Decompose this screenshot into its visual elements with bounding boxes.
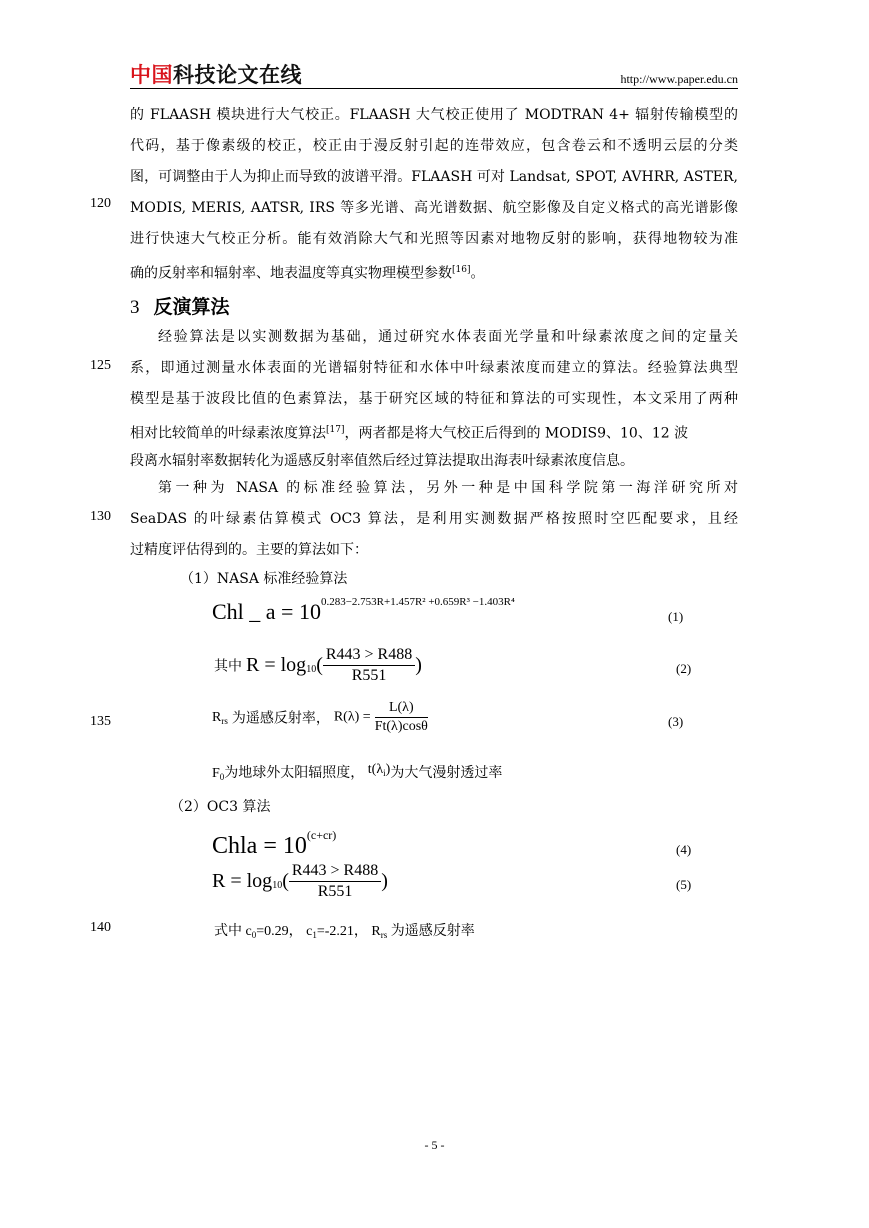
algorithm-1-title: （1）NASA 标准经验算法 (180, 571, 348, 587)
paragraph-algorithms (130, 473, 738, 566)
coefficient-line: 式中 $c_0=0.29$， $c_1=-2.21$， $R_{rs}$ 为遥感反射率 (214, 924, 475, 940)
equation-4 (212, 828, 336, 860)
equation-5: $R = \log_{10}$( $\frac{R443 > R488}{R551}$ ) (212, 862, 388, 900)
eq4-exponent: (c+cr) (306, 828, 337, 842)
text-line: 经验算法是以实测数据为基础，通过研究水体表面光学量和叶绿素浓度之间的定量关 (158, 329, 738, 345)
line-number-120: 120 (90, 196, 111, 211)
equation-3-number: (3) (668, 714, 684, 729)
text-line: 相对比较简单的叶绿素浓度算法[17]，两者都是将大气校正后得到的 MODIS9、10、12 波 (130, 425, 689, 442)
eq3-numerator: L(λ) (375, 700, 428, 718)
eq2-denominator: R551 (351, 667, 387, 684)
line-number-140: 140 (90, 920, 111, 935)
citation-16[interactable]: [16] (452, 265, 471, 275)
text-line: SeaDAS 的叶绿素估算模式 OC3 算法，是利用实测数据严格按照时空匹配要求，且经 (130, 511, 738, 527)
eq1-exponent: 0.283−2.753R+1.457R² +0.659R³ −1.403R⁴ (320, 596, 515, 608)
logo-part1: 中国 (130, 63, 173, 87)
text-line: 第一种为 NASA 的标准经验算法，另外一种是中国科学院第一海洋研究所对 (158, 480, 738, 496)
text-line: 代码，基于像素级的校正，校正由于漫反射引起的连带效应，包含卷云和不透明云层的分类 (130, 138, 738, 154)
equation-2: 其中 $R = \log_{10}$( $\frac{R443 > R488}{R551}$ ) (214, 646, 422, 684)
text-line: MODIS, MERIS, AATSR, IRS 等多光谱、高光谱数据、航空影像及自定义格式的高光谱影像 (130, 200, 738, 216)
equation-1 (212, 596, 515, 625)
eq5-numerator: R443 > R488 (289, 862, 381, 882)
equation-3: $R_{rs}$ 为遥感反射率， R(λ) = $\frac{L(\lambda)}{Ft(\lambda)\cos\theta}$ (212, 700, 428, 734)
equation-1-number: (1) (668, 609, 684, 624)
text-line: 系，即通过测量水体表面的光谱辐射特征和水体中叶绿素浓度而建立的算法。经验算法典型 (130, 360, 738, 376)
text-line: 确的反射率和辐射率、地表温度等真实物理模型参数[16]。 (130, 265, 485, 282)
header-url[interactable]: http://www.paper.edu.cn (620, 72, 738, 86)
eq2-numerator: R443 > R488 (323, 646, 415, 666)
section-title: 反演算法 (153, 296, 230, 318)
text-line: 过精度评估得到的。主要的算法如下： (130, 542, 368, 558)
header-rule (130, 88, 738, 89)
line-number-135: 135 (90, 714, 111, 729)
equation-5-number: (5) (676, 877, 692, 892)
eq3-denominator: Ft(λ)cosθ (374, 719, 428, 734)
text-line: 进行快速大气校正分析。能有效消除大气和光照等因素对地物反射的影响，获得地物较为准 (130, 231, 738, 247)
text-line: 图，可调整由于人为抑止而导致的波谱平滑。FLAASH 可对 Landsat, SPOT, AVHRR, ASTER, (130, 169, 738, 185)
f0-definition: $F_0$为地球外太阳辐照度， $t(\lambda_i)$为大气漫射透过率 (212, 762, 503, 782)
citation-17[interactable]: [17] (326, 425, 345, 435)
eq5-denominator: R551 (317, 883, 353, 900)
eq1-lhs: Chl _ a = 10 (212, 599, 321, 624)
algorithm-2-title: （2）OC3 算法 (170, 799, 271, 815)
text-line: 段离水辐射率数据转化为遥感反射率值然后经过算法提取出海表叶绿素浓度信息。 (130, 453, 634, 469)
page-number: - 5 - (424, 1138, 445, 1152)
eq4-lhs: Chla = 10 (212, 833, 307, 859)
equation-4-number: (4) (676, 842, 692, 857)
paragraph-empirical (130, 322, 738, 477)
text-line: 模型是基于波段比值的色素算法，基于研究区域的特征和算法的可实现性，本文采用了两种 (130, 391, 738, 407)
logo-part2: 科技论文在线 (173, 63, 302, 87)
section-heading (130, 292, 230, 319)
section-number: 3 (130, 297, 140, 318)
paragraph-flaash (130, 100, 738, 286)
text-line: 的 FLAASH 模块进行大气校正。FLAASH 大气校正使用了 MODTRAN 4+ 辐射传输模型的 (130, 107, 738, 123)
journal-logo (130, 62, 302, 88)
equation-2-number: (2) (676, 661, 692, 676)
line-number-130: 130 (90, 509, 111, 524)
line-number-125: 125 (90, 358, 111, 373)
